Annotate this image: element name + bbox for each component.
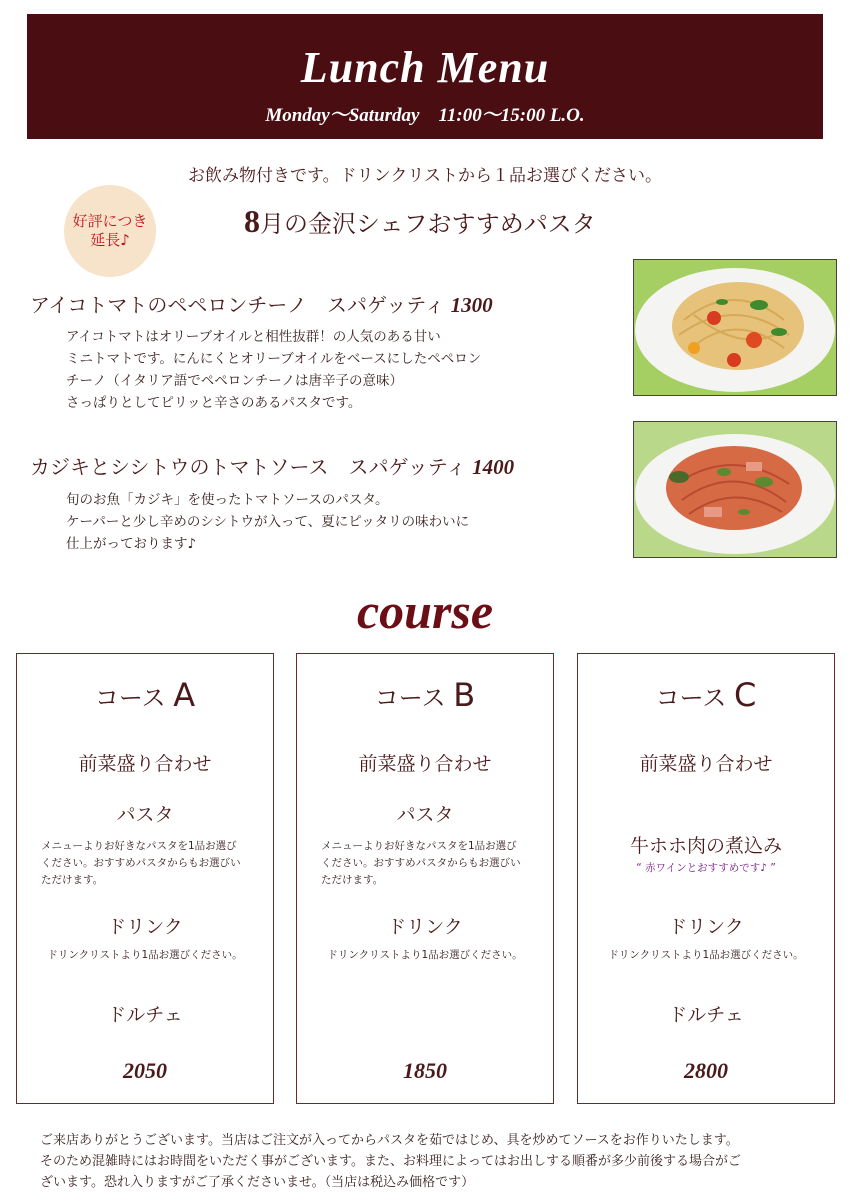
note-line: ください。おすすめパスタからもお選びい — [41, 857, 241, 869]
opening-hours: Monday～Saturday 11:00～15:00 L.O. — [265, 105, 585, 126]
desc-line: チーノ（イタリア語でペペロンチーノは唐辛子の意味） — [66, 373, 403, 389]
course-main: パスタ — [116, 804, 174, 826]
dish-photo-1 — [633, 259, 837, 396]
course-main-note — [41, 838, 255, 889]
footer-line: そのため混雑時にはお時間をいただく事がございます。また、お料理によってはお出しする順番が多少前後する場合がご — [40, 1154, 741, 1169]
course-label: コース — [374, 684, 446, 712]
footer-note — [40, 1130, 810, 1193]
course-price: 2050 — [123, 1058, 167, 1083]
course-starter: 前菜盛り合わせ — [358, 753, 492, 775]
badge-line-1: 好評につき — [72, 212, 148, 230]
dish-title: アイコトマトのペペロンチーノ スパゲッティ — [30, 293, 445, 317]
course-letter: C — [734, 676, 757, 714]
menu-header — [27, 14, 823, 139]
desc-line: アイコトマトはオリーブオイルと相性抜群！の人気のある甘い — [66, 329, 441, 345]
footer-line: ご来店ありがとうございます。当店はご注文が入ってからパスタを茹ではじめ、具を炒めてソースをお作りいたします。 — [40, 1133, 739, 1148]
course-label: コース — [655, 684, 727, 712]
dish-price: 1400 — [472, 455, 515, 479]
course-main-note — [321, 838, 535, 889]
note-line: メニューよりお好きなパスタを1品お選び — [41, 840, 237, 852]
dish-description-1 — [66, 326, 481, 414]
note-line: ください。おすすめパスタからもお選びい — [321, 857, 521, 869]
course-title — [297, 676, 553, 714]
course-dessert: ドルチェ — [668, 1004, 744, 1026]
note-line: ただけます。 — [41, 874, 104, 886]
dish-price: 1300 — [450, 293, 493, 317]
month-number: 8 — [244, 203, 260, 239]
course-drink-note: ドリンクリストより1品お選びください。 — [608, 949, 804, 961]
desc-line: 仕上がっております♪ — [66, 536, 197, 552]
course-section-title: course — [356, 583, 494, 639]
badge-line-2: 延長♪ — [90, 231, 130, 249]
dish-photo-2 — [633, 421, 837, 558]
course-card-b — [296, 653, 554, 1104]
course-card-c — [577, 653, 835, 1104]
note-line: メニューよりお好きなパスタを1品お選び — [321, 840, 517, 852]
dish-title: カジキとシシトウのトマトソース スパゲッティ — [30, 455, 467, 479]
course-starter: 前菜盛り合わせ — [78, 753, 212, 775]
course-title — [578, 676, 834, 714]
footer-line: ざいます。恐れ入りますがご了承くださいませ。（当店は税込み価格です） — [40, 1175, 475, 1190]
dish-name-1 — [30, 289, 493, 318]
course-price: 2800 — [684, 1058, 728, 1083]
desc-line: ケーパーと少し辛めのシシトウが入って、夏にピッタリの味わいに — [66, 514, 470, 530]
course-main: パスタ — [396, 804, 454, 826]
course-drink-note: ドリンクリストより1品お選びください。 — [327, 949, 523, 961]
course-letter: B — [453, 676, 476, 714]
course-dessert: ドルチェ — [107, 1004, 183, 1026]
menu-title: Lunch Menu — [300, 43, 550, 92]
desc-line: さっぱりとしてピリッと辛さのあるパスタです。 — [66, 395, 362, 411]
course-drink: ドリンク — [387, 916, 463, 938]
extended-badge — [64, 185, 156, 277]
course-drink: ドリンク — [668, 916, 744, 938]
desc-line: 旬のお魚「カジキ」を使ったトマトソースのパスタ。 — [66, 492, 389, 508]
course-wine-note: “ 赤ワインとおすすめです♪ ” — [636, 862, 776, 874]
course-label: コース — [94, 684, 166, 712]
course-price: 1850 — [403, 1058, 447, 1083]
drink-notice: お飲み物付きです。ドリンクリストから１品お選びください。 — [188, 166, 662, 186]
course-starter: 前菜盛り合わせ — [639, 753, 773, 775]
recommended-pasta-heading — [244, 203, 596, 240]
course-main: 牛ホホ肉の煮込み — [629, 835, 782, 857]
heading-text: 月の金沢シェフおすすめパスタ — [260, 210, 596, 238]
course-letter: A — [173, 676, 196, 714]
note-line: ただけます。 — [321, 874, 384, 886]
course-drink: ドリンク — [107, 916, 183, 938]
course-title — [17, 676, 273, 714]
course-drink-note: ドリンクリストより1品お選びください。 — [47, 949, 243, 961]
dish-description-2 — [66, 489, 469, 555]
desc-line: ミニトマトです。にんにくとオリーブオイルをベースにしたペペロン — [66, 351, 482, 367]
course-card-a — [16, 653, 274, 1104]
dish-name-2 — [30, 451, 514, 480]
